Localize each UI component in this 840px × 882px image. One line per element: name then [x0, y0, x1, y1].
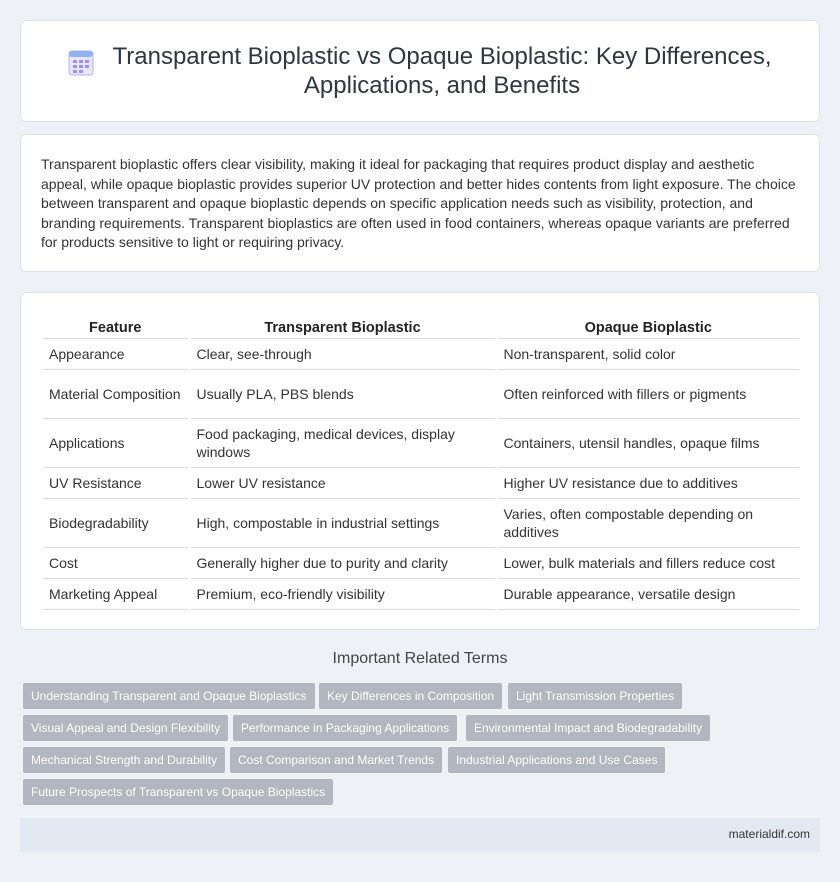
table-cell: Applications	[43, 418, 189, 467]
intro-card	[20, 134, 820, 272]
table-cell: Food packaging, medical devices, display windows	[189, 418, 496, 467]
title-card	[20, 20, 820, 122]
table-cell: Generally higher due to purity and clarity	[189, 547, 496, 578]
table-cell: High, compostable in industrial settings	[189, 498, 496, 547]
column-header-opaque: Opaque Bioplastic	[496, 315, 799, 338]
table-cell: Material Composition	[43, 369, 189, 418]
related-term-tag[interactable]: Environmental Impact and Biodegradability	[466, 715, 710, 741]
table-row	[43, 547, 799, 578]
related-term-tag[interactable]: Visual Appeal and Design Flexibility	[23, 715, 228, 741]
table-row	[43, 467, 799, 498]
related-term-tag[interactable]: Cost Comparison and Market Trends	[230, 747, 442, 773]
related-term-tag[interactable]: Light Transmission Properties	[508, 683, 682, 709]
table-cell: Cost	[43, 547, 189, 578]
table-row	[43, 418, 799, 467]
table-cell: Containers, utensil handles, opaque films	[496, 418, 799, 467]
table-cell: Appearance	[43, 338, 189, 369]
page-title: Transparent Bioplastic vs Opaque Bioplastic: Key Differences, Applications, and Benefits	[112, 43, 772, 99]
table-cell: Marketing Appeal	[43, 578, 189, 609]
related-term-tag[interactable]: Future Prospects of Transparent vs Opaque Bioplastics	[23, 779, 333, 805]
table-cell: Usually PLA, PBS blends	[189, 369, 496, 418]
related-terms-heading: Important Related Terms	[332, 650, 508, 667]
related-term-tag[interactable]: Mechanical Strength and Durability	[23, 747, 225, 773]
calendar-grid-icon	[68, 48, 94, 76]
related-term-tag[interactable]: Performance in Packaging Applications	[233, 715, 457, 741]
table-row	[43, 338, 799, 369]
table-cell: Lower UV resistance	[189, 467, 496, 498]
table-row	[43, 578, 799, 609]
column-header-feature: Feature	[43, 315, 189, 338]
comparison-card	[20, 292, 820, 630]
comparison-table	[43, 315, 799, 610]
table-cell: Biodegradability	[43, 498, 189, 547]
table-cell: Higher UV resistance due to additives	[496, 467, 799, 498]
table-cell: Varies, often compostable depending on additives	[496, 498, 799, 547]
table-header-row	[43, 315, 799, 338]
intro-paragraph: Transparent bioplastic offers clear visibility, making it ideal for packaging that requires product display and aesthetic appeal, while opaque bioplastic provides superior UV protection and better hides contents from light exposure. The choice between transparent and opaque bioplastic depends on specific application needs such as visibility, protection, and branding requirements. Transparent bioplastics are often used in food containers, whereas opaque variants are preferred for products sensitive to light or requiring privacy.	[41, 156, 796, 251]
table-row	[43, 498, 799, 547]
footer-site-link[interactable]: materialdif.com	[728, 827, 810, 841]
related-term-tag[interactable]: Key Differences in Composition	[319, 683, 502, 709]
table-cell: UV Resistance	[43, 467, 189, 498]
table-cell: Often reinforced with fillers or pigments	[496, 369, 799, 418]
table-cell: Premium, eco-friendly visibility	[189, 578, 496, 609]
table-cell: Lower, bulk materials and fillers reduce cost	[496, 547, 799, 578]
related-term-tag[interactable]: Understanding Transparent and Opaque Bioplastics	[23, 683, 315, 709]
table-row	[43, 369, 799, 418]
footer-bar	[20, 818, 820, 852]
related-term-tag[interactable]: Industrial Applications and Use Cases	[448, 747, 665, 773]
column-header-transparent: Transparent Bioplastic	[189, 315, 496, 338]
table-cell: Durable appearance, versatile design	[496, 578, 799, 609]
table-cell: Clear, see-through	[189, 338, 496, 369]
table-cell: Non-transparent, solid color	[496, 338, 799, 369]
